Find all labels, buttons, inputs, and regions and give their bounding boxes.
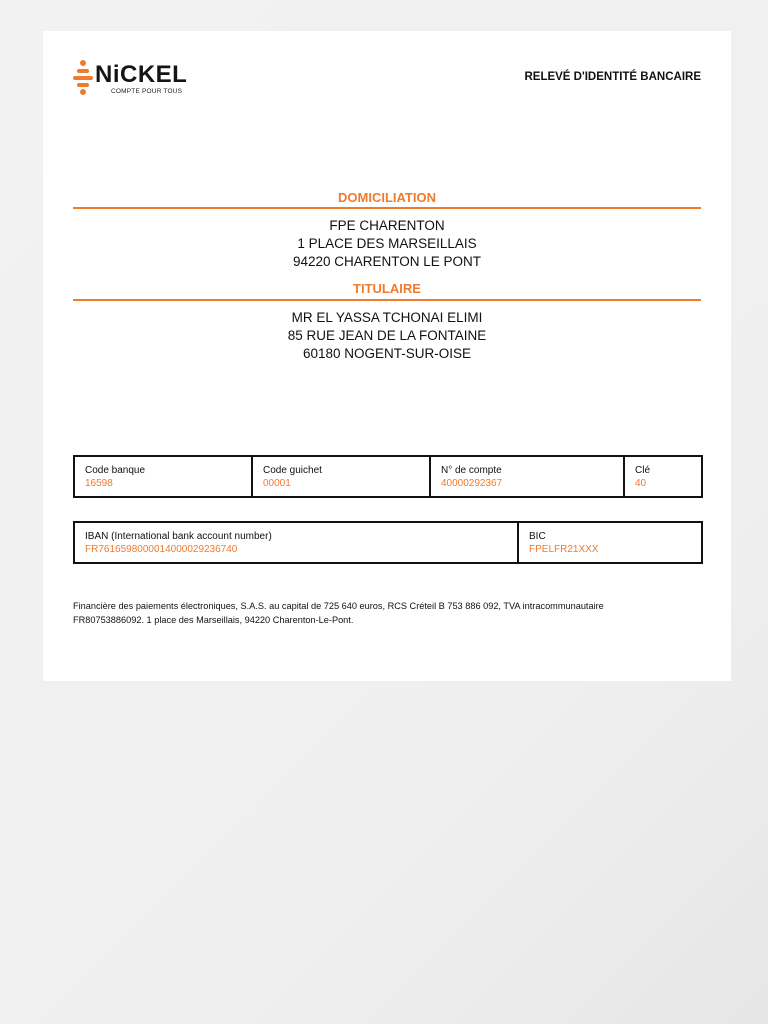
brand-name: NiCKEL [95,61,188,88]
bic-cell [518,522,702,563]
legal-footer-line-1: Financière des paiements électroniques, S.A.S. au capital de 725 640 euros, RCS Créteil B 753 886 092, TVA intracommunautaire [73,601,604,611]
rib-document [43,31,731,681]
code-banque-label: Code banque [85,465,146,476]
titulaire-line-2: 85 RUE JEAN DE LA FONTAINE [287,328,487,343]
domiciliation-divider [73,207,701,209]
iban-row [74,522,702,563]
numero-compte-value: 40000292367 [441,478,503,489]
code-guichet-cell [252,456,430,497]
code-guichet-value: 00001 [263,478,291,489]
nickel-logo [73,59,213,101]
cle-cell [624,456,702,497]
numero-compte-cell [430,456,624,497]
domiciliation-title: DOMICILIATION [338,190,436,205]
code-guichet-label: Code guichet [263,465,322,476]
titulaire-line-1: MR EL YASSA TCHONAI ELIMI [291,310,483,325]
titulaire-title: TITULAIRE [353,281,421,296]
domiciliation-line-3: 94220 CHARENTON LE PONT [292,254,482,269]
numero-compte-label: N° de compte [441,465,502,476]
code-banque-value: 16598 [85,478,113,489]
cle-value: 40 [635,478,647,489]
document-title: RELEVÉ D'IDENTITÉ BANCAIRE [524,71,701,83]
cle-label: Clé [635,465,651,476]
nickel-logo-icon [73,59,95,99]
bic-value: FPELFR21XXX [529,544,599,555]
iban-table [73,521,703,564]
iban-value: FR7616598000014000029236740 [85,544,238,555]
legal-footer-line-2: FR80753886092. 1 place des Marseillais, 94220 Charenton-Le-Pont. [73,615,354,625]
rib-row [74,456,702,497]
iban-label: IBAN (International bank account number) [85,531,272,542]
code-banque-cell [74,456,252,497]
domiciliation-line-1: FPE CHARENTON [329,218,445,233]
rib-table [73,455,703,498]
legal-footer [73,599,701,627]
iban-cell [74,522,518,563]
domiciliation-line-2: 1 PLACE DES MARSEILLAIS [297,236,477,251]
domiciliation-address [73,217,701,271]
titulaire-address [73,309,701,363]
titulaire-line-3: 60180 NOGENT-SUR-OISE [302,346,472,361]
brand-tagline: COMPTE POUR TOUS [111,88,183,95]
titulaire-divider [73,299,701,301]
bic-label: BIC [529,531,546,542]
